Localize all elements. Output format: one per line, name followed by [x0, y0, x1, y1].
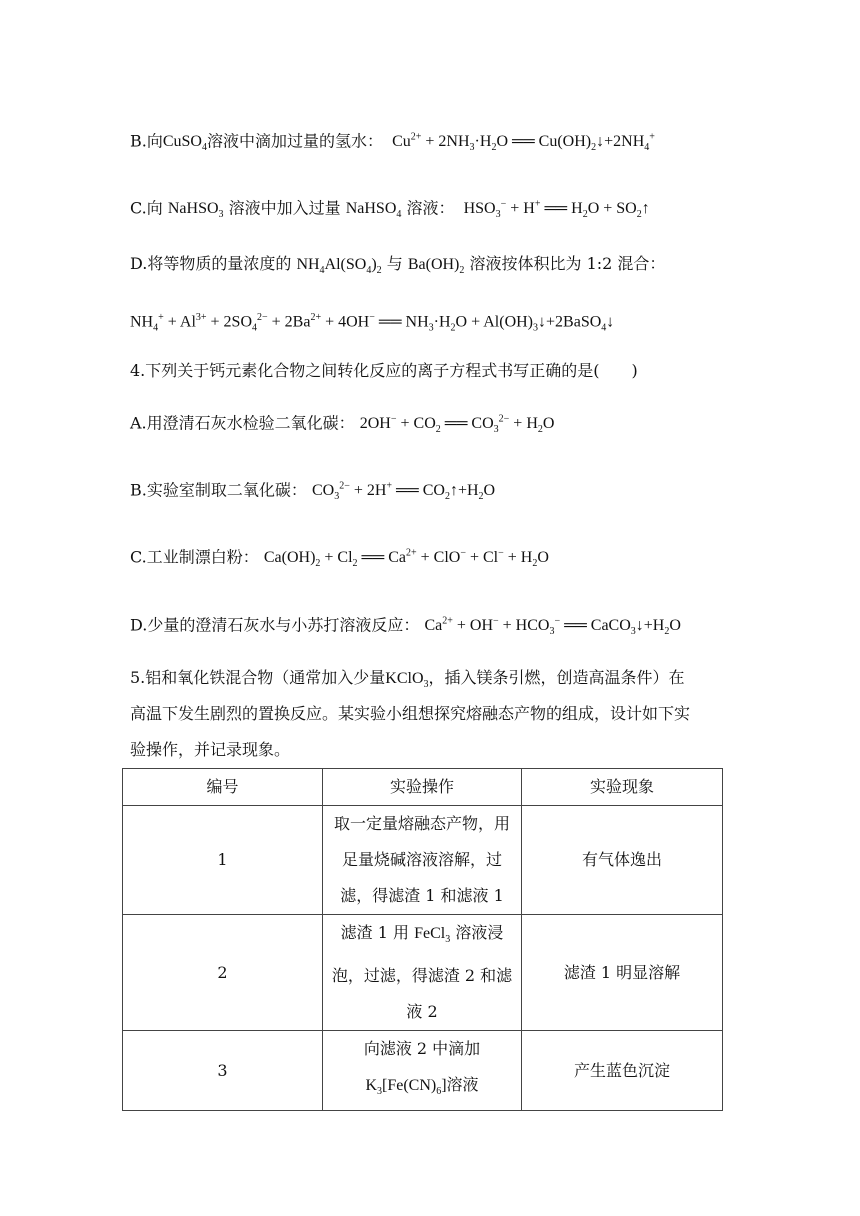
row-result: 滤渣 1 明显溶解 — [522, 915, 723, 1031]
equation-d: $NH_4^+ + Al^{3+} + 2SO_4^{2-} + 2Ba^{2+} + 4OH^-$ ══ $NH_3\cdot H_2O$ + $Al(OH)_3↓+2BaSO_4↓$ — [130, 312, 615, 334]
option-c-line: C.向 NaHSO$_3$ 溶液中加入过量 NaHSO$_4$ 溶液： $HSO_3^- + H^+$ ══ $H_2O$ + $SO_2↑$ — [130, 198, 650, 221]
row-result: 有气体逸出 — [522, 806, 723, 915]
q4-option-d: D.少量的澄清石灰水与小苏打溶液反应： $Ca^{2+} + OH^- + HCO_3^-$ ══ $CaCO_3↓+H_2O$ — [130, 615, 681, 638]
q5-stem-line3: 验操作，并记录现象。 — [130, 740, 291, 759]
q5-stem-line2: 高温下发生剧烈的置换反应。某实验小组想探究熔融态产物的组成，设计如下实 — [130, 704, 691, 723]
row-operation: 向滤液 2 中滴加 $K_3[Fe(CN)_6]$溶液 — [323, 1031, 522, 1111]
option-d-line: D.将等物质的量浓度的 $NH_4Al(SO_4)_2$ 与 $Ba(OH)_2$ 溶液按体积比为 1:2 混合： — [130, 254, 666, 277]
row-no: 1 — [123, 806, 323, 915]
q4-option-b: B.实验室制取二氧化碳： $CO_3^{2-} + 2H^+$ ══ $CO_2↑+H_2O$ — [130, 480, 496, 503]
table-row — [123, 915, 723, 1031]
table-row — [123, 806, 723, 915]
experiment-table — [122, 768, 723, 1111]
row-operation: 滤渣 1 用 FeCl$_3$ 溶液浸 泡，过滤，得滤渣 2 和滤 液 2 — [323, 915, 522, 1031]
row-no: 2 — [123, 915, 323, 1031]
equation-c: $HSO_3^- + H^+$ ══ $H_2O$ + $SO_2↑$ — [459, 199, 650, 221]
row-operation: 取一定量熔融态产物，用 足量烧碱溶液溶解，过 滤，得滤渣 1 和滤液 1 — [323, 806, 522, 915]
equation-b: $Cu^{2+} + 2NH_3\cdot H_2O$ ══ $Cu(OH)_2↓+2NH_4^+$ — [388, 132, 655, 154]
option-b-line: B.向CuSO$_4$溶液中滴加过量的氢水： $Cu^{2+} + 2NH_3\cdot H_2O$ ══ $Cu(OH)_2↓+2NH_4^+$ — [130, 131, 655, 154]
q4-stem: 4.下列关于钙元素化合物之间转化反应的离子方程式书写正确的是( ) — [130, 361, 638, 380]
header-operation: 实验操作 — [323, 769, 522, 806]
header-no: 编号 — [123, 769, 323, 806]
q5-stem-line1: 5.铝和氧化铁混合物（通常加入少量KClO$_3$，插入镁条引燃，创造高温条件）在 — [130, 668, 685, 691]
row-no: 3 — [123, 1031, 323, 1111]
table-row — [123, 1031, 723, 1111]
table-header-row — [123, 769, 723, 806]
q4-option-a: A.用澄清石灰水检验二氧化碳： $2OH^- + CO_2$ ══ $CO_3^{2-} + H_2O$ — [130, 413, 555, 436]
q4-option-c: C.工业制漂白粉： $Ca(OH)_2 + Cl_2$ ══ $Ca^{2+} + ClO^- + Cl^- + H_2O$ — [130, 547, 549, 570]
header-result: 实验现象 — [522, 769, 723, 806]
row-result: 产生蓝色沉淀 — [522, 1031, 723, 1111]
